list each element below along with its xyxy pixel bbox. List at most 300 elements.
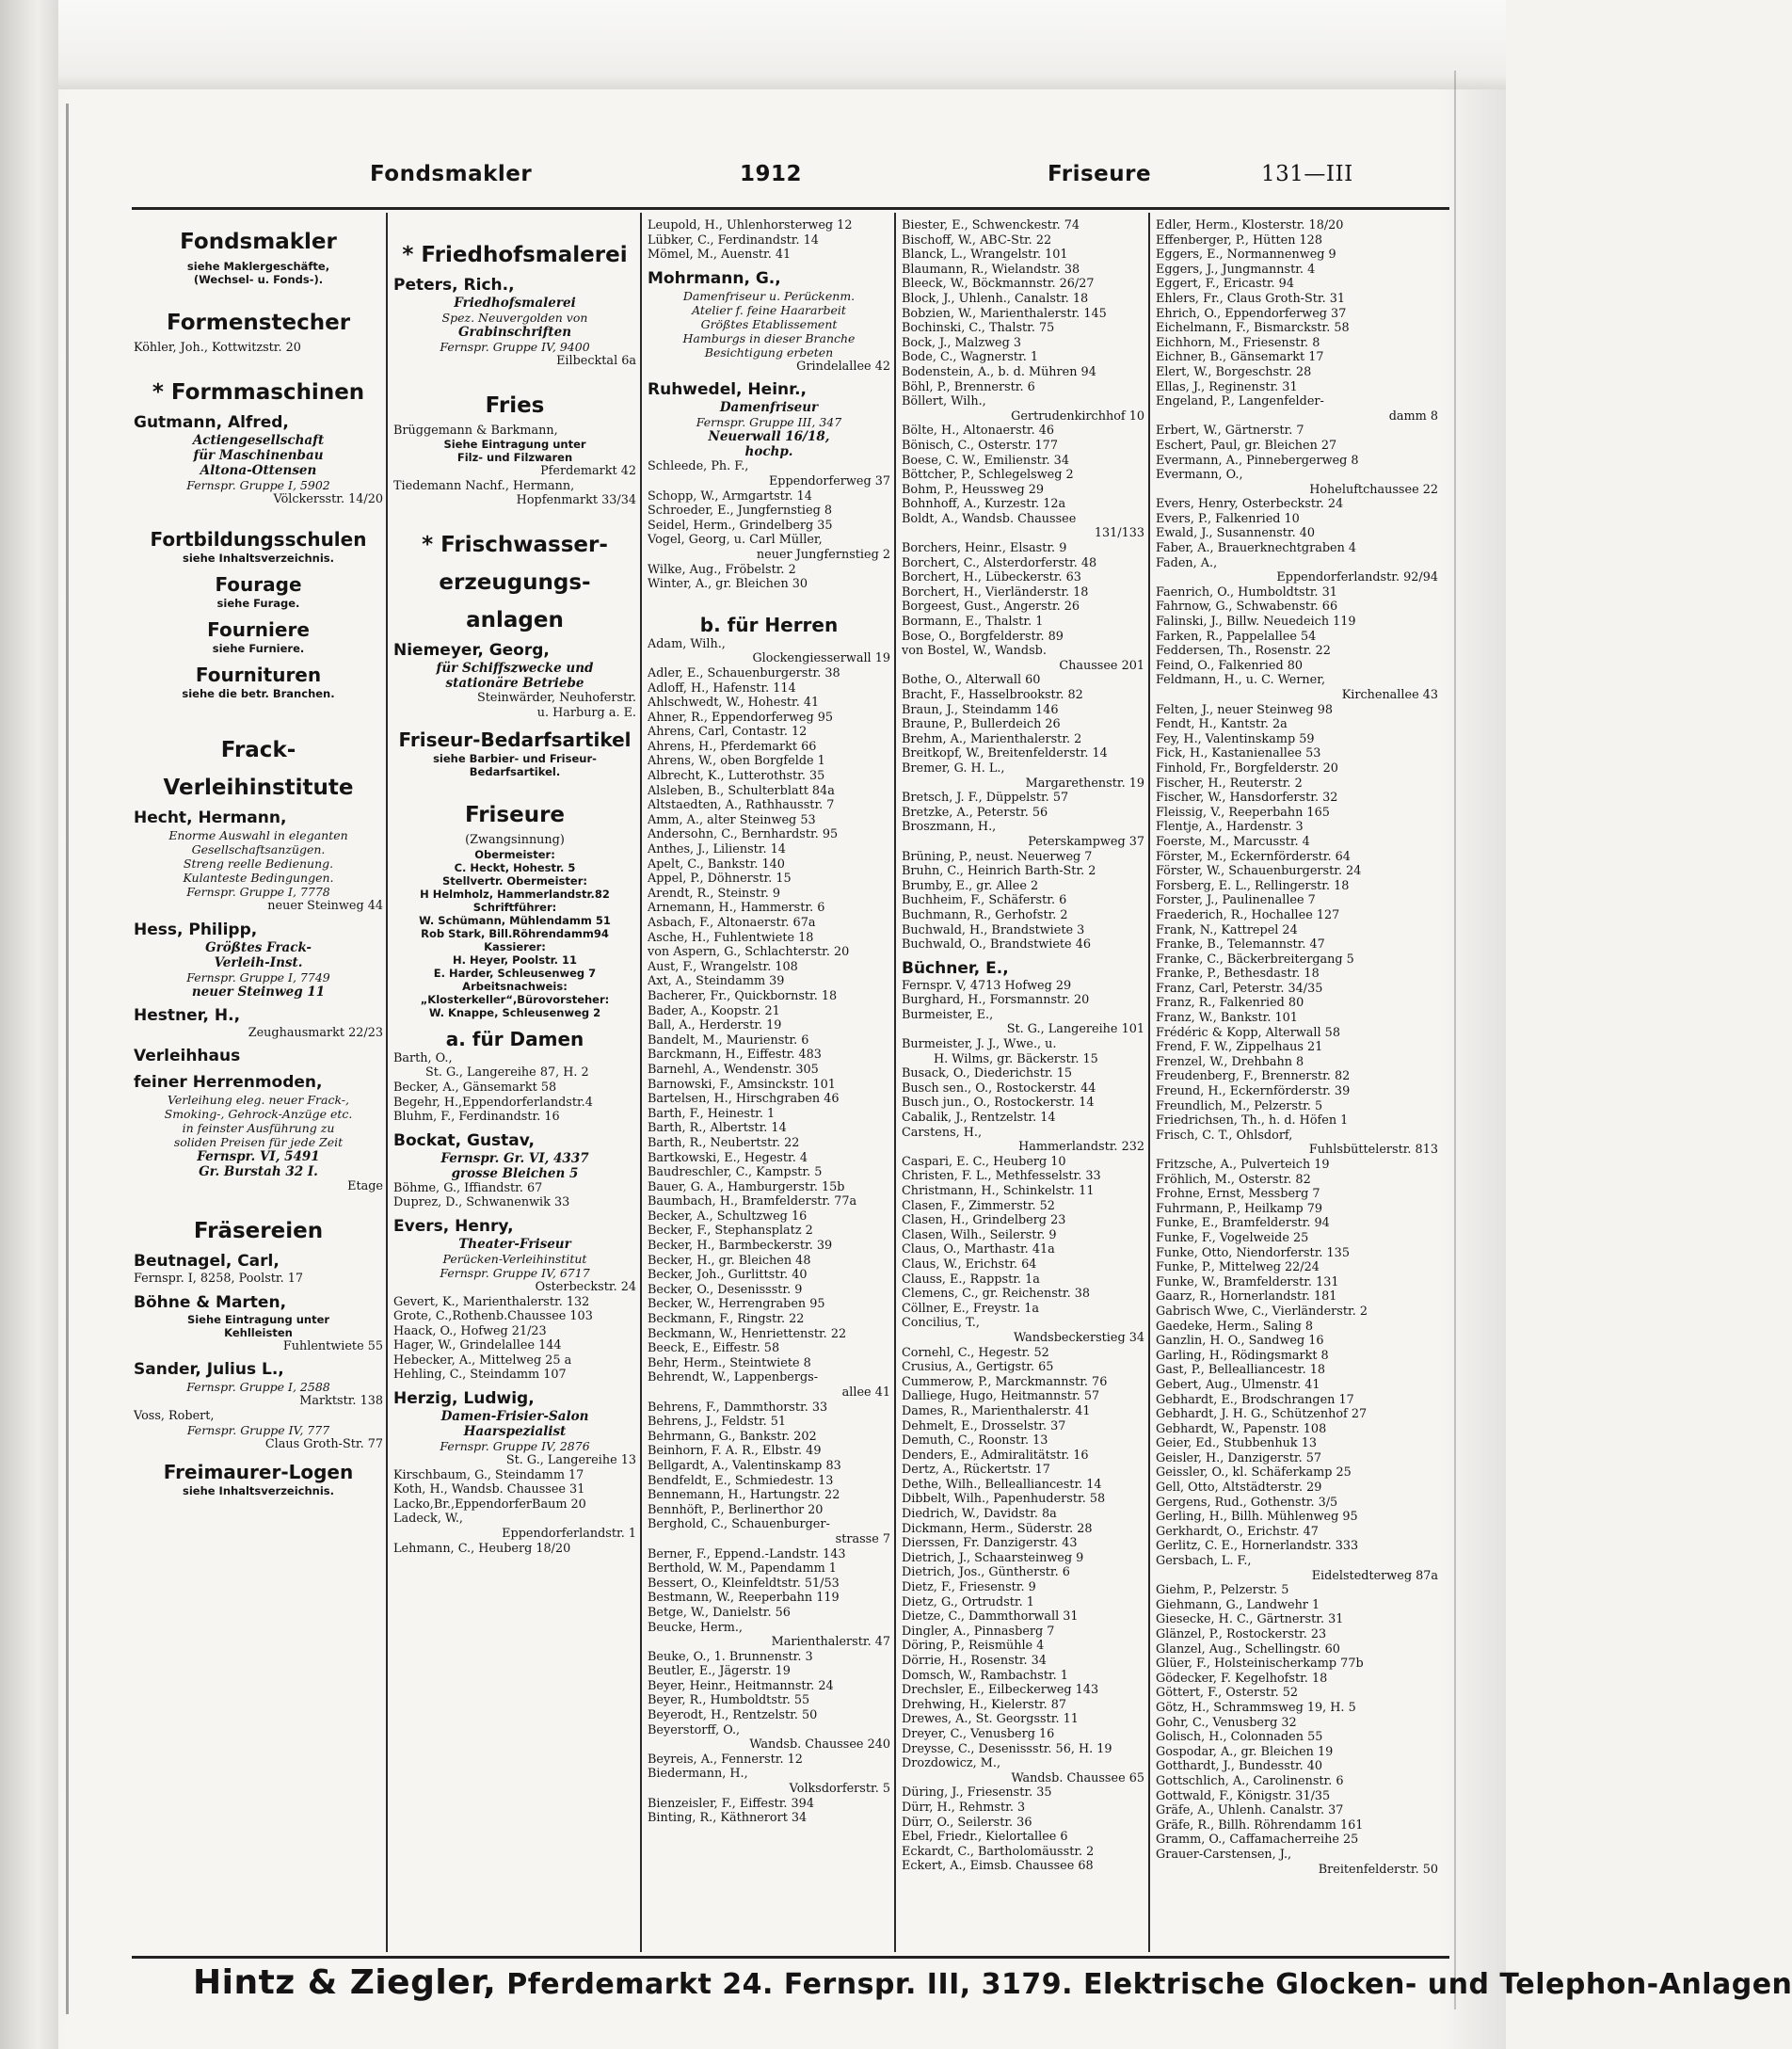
entry-line: Bormann, E., Thalstr. 1 (902, 615, 1044, 630)
advertiser-name: Mohrmann, G., (648, 268, 781, 288)
category-heading: Frack- (220, 738, 296, 763)
advertiser-highlight: Gr. Burstah 32 I. (199, 1164, 318, 1180)
entry-line: Gospodar, A., gr. Bleichen 19 (1156, 1744, 1334, 1759)
category-note: Siehe Eintragung unter (186, 1312, 330, 1326)
entry-line: Hebecker, A., Mittelweg 25 a (393, 1353, 572, 1368)
advertiser-highlight: Grabinschriften (457, 325, 572, 340)
advertiser-highlight: Damenfriseur (719, 400, 819, 416)
advertiser-highlight: neuer Steinweg 11 (191, 984, 326, 1000)
entry-line: Eschert, Paul, gr. Bleichen 27 (1156, 438, 1337, 453)
category-note: E. Harder, Schleusenweg 7 (433, 966, 597, 980)
entry-line: Bendfeldt, E., Schmiedestr. 13 (648, 1473, 834, 1488)
advertiser-detail: Verleihung eleg. neuer Frack-, (167, 1093, 349, 1108)
entry-line: Bohnhoff, A., Kurzestr. 12a (902, 497, 1066, 512)
entry-line: Lacko,Br.,EppendorferBaum 20 (393, 1497, 586, 1512)
entry-address: Osterbeckstr. 24 (535, 1279, 636, 1294)
entry-address: Pferdemarkt 42 (540, 464, 636, 479)
entry-line: Betge, W., Danielstr. 56 (648, 1605, 791, 1620)
entry-line: Bobzien, W., Marienthalerstr. 145 (902, 306, 1107, 321)
entry-line: Gebhardt, J. H. G., Schützenhof 27 (1156, 1407, 1368, 1422)
entry-line: Borchert, H., Lübeckerstr. 63 (902, 570, 1081, 585)
entry-line: Bader, A., Koopstr. 21 (648, 1003, 780, 1018)
entry-line: Bothe, O., Alterwall 60 (902, 673, 1041, 688)
entry-line: Beutler, E., Jägerstr. 19 (648, 1664, 791, 1679)
entry-line: Carstens, H., (902, 1125, 983, 1140)
column-divider (640, 213, 642, 1952)
entry-line: Göttert, F., Osterstr. 52 (1156, 1686, 1298, 1701)
entry-line: Fernspr. I, 8258, Poolstr. 17 (134, 1271, 304, 1286)
page-border-right (1454, 71, 1456, 2009)
advertiser-detail: in feinster Ausführung zu (182, 1121, 335, 1136)
advertiser-highlight: stationäre Betriebe (445, 675, 584, 691)
entry-line: Hehling, C., Steindamm 107 (393, 1368, 567, 1383)
entry-line: Bremer, G. H. L., (902, 760, 1005, 776)
entry-line: Diedrich, W., Davidstr. 8a (902, 1507, 1057, 1522)
entry-line: Dingler, A., Pinnasberg 7 (902, 1624, 1055, 1639)
advertiser-name: Böhne & Marten, (134, 1292, 287, 1312)
entry-line: Becker, H., Barmbeckerstr. 39 (648, 1239, 833, 1254)
entry-line: Dietze, C., Dammthorwall 31 (902, 1609, 1079, 1625)
entry-line: Franz, R., Falkenried 80 (1156, 996, 1304, 1011)
entry-line: Alsleben, B., Schulterblatt 84a (648, 783, 835, 798)
entry-line: Franz, W., Bankstr. 101 (1156, 1011, 1298, 1026)
entry-line: Becker, Joh., Gurlittstr. 40 (648, 1268, 808, 1283)
category-note: W. Schümann, Mühlendamm 51 (419, 913, 611, 927)
entry-line: Buchmann, R., Gerhofstr. 2 (902, 907, 1068, 922)
entry-line: Frend, F. W., Zippelhaus 21 (1156, 1040, 1323, 1055)
entry-address: Marienthalerstr. 47 (771, 1635, 890, 1650)
entry-line: Dürr, H., Rehmstr. 3 (902, 1800, 1026, 1815)
entry-address: Gertrudenkirchhof 10 (1011, 408, 1144, 424)
entry-line: Braune, P., Bullerdeich 26 (902, 717, 1061, 732)
entry-line: Clasen, F., Zimmerstr. 52 (902, 1198, 1055, 1213)
entry-line: Fahrnow, G., Schwabenstr. 66 (1156, 600, 1338, 615)
entry-line: Block, J., Uhlenh., Canalstr. 18 (902, 291, 1089, 306)
entry-line: Buchwald, O., Brandstwiete 46 (902, 937, 1091, 952)
entry-line: Arendt, R., Steinstr. 9 (648, 886, 780, 901)
entry-line: Becker, A., Gänsemarkt 58 (393, 1080, 557, 1095)
entry-line: Grote, C.,Rothenb.Chaussee 103 (393, 1309, 593, 1324)
entry-line: Golisch, H., Colonnaden 55 (1156, 1730, 1323, 1745)
entry-line: Fritzsche, A., Pulverteich 19 (1156, 1158, 1330, 1172)
entry-line: Götz, H., Schrammsweg 19, H. 5 (1156, 1700, 1356, 1715)
entry-line: Clasen, H., Grindelberg 23 (902, 1213, 1066, 1228)
entry-line: Bandelt, M., Maurienstr. 6 (648, 1033, 809, 1048)
advertiser-name: Herzig, Ludwig, (393, 1389, 535, 1409)
entry-line: Glänzel, P., Rostockerstr. 23 (1156, 1627, 1327, 1641)
entry-line: Funke, W., Bramfelderstr. 131 (1156, 1274, 1339, 1289)
category-heading: * Frischwasser- (422, 532, 608, 557)
entry-line: Bleeck, W., Böckmannstr. 26/27 (902, 277, 1095, 292)
entry-address: Breitenfelderstr. 50 (1318, 1862, 1438, 1877)
entry-address: Kirchenallee 43 (1341, 688, 1438, 702)
entry-address: Volksdorferstr. 5 (789, 1782, 890, 1797)
advertiser-name: Hess, Philipp, (134, 920, 258, 939)
entry-line: Bartkowski, E., Hegestr. 4 (648, 1150, 808, 1165)
entry-line: Barckmann, H., Eiffestr. 483 (648, 1048, 822, 1063)
entry-address: strasse 7 (835, 1531, 890, 1546)
entry-line: Franz, Carl, Peterstr. 34/35 (1156, 981, 1323, 996)
scan-top-edge (58, 0, 1506, 89)
entry-line: Drewes, A., St. Georgsstr. 11 (902, 1712, 1079, 1727)
category-note: Stellvertr. Obermeister: (442, 873, 587, 888)
advertiser-detail: Besichtigung erbeten (704, 344, 834, 360)
entry-line: Dickmann, Herm., Süderstr. 28 (902, 1521, 1093, 1536)
category-note: Bedarfsartikel. (469, 765, 561, 779)
category-heading: Freimaurer-Logen (163, 1460, 354, 1483)
entry-line: Barth, O., (393, 1050, 453, 1065)
entry-line: Foerste, M., Marcusstr. 4 (1156, 834, 1310, 849)
entry-line: Ehlers, Fr., Claus Groth-Str. 31 (1156, 291, 1346, 306)
entry-line: Döring, P., Reismühle 4 (902, 1639, 1045, 1654)
entry-address: Hopfenmarkt 33/34 (516, 493, 636, 508)
category-heading: * Friedhofsmalerei (402, 243, 628, 267)
entry-line: Bohm, P., Heussweg 29 (902, 482, 1045, 497)
entry-line: Bode, C., Wagnerstr. 1 (902, 350, 1039, 365)
entry-line: Ball, A., Herderstr. 19 (648, 1018, 782, 1033)
entry-address: Hammerlandstr. 232 (1018, 1140, 1144, 1155)
advertiser-name: Beutnagel, Carl, (134, 1251, 280, 1271)
advertiser-name: Sander, Julius L., (134, 1360, 284, 1380)
entry-line: Becker, A., Schultzweg 16 (648, 1209, 808, 1224)
column-4 (902, 218, 1144, 1874)
entry-address: Wandsb. Chaussee 65 (1011, 1770, 1144, 1785)
entry-line: Edler, Herm., Klosterstr. 18/20 (1156, 218, 1344, 232)
entry-line: Denders, E., Admiralitätstr. 16 (902, 1448, 1089, 1463)
spacer (134, 713, 383, 727)
entry-line: Adler, E., Schauenburgerstr. 38 (648, 665, 840, 680)
advertiser-detail: Fernspr. Gruppe IV, 777 (186, 1423, 330, 1438)
entry-address: Eidelstedterweg 87a (1311, 1568, 1438, 1583)
entry-line: St. G., Langereihe 87, H. 2 (425, 1065, 589, 1081)
entry-address: Fuhlsbüttelerstr. 813 (1308, 1143, 1438, 1158)
entry-line: Bennemann, H., Hartungstr. 22 (648, 1488, 840, 1503)
entry-line: Köhler, Joh., Kottwitzstr. 20 (134, 341, 301, 355)
category-heading: Friseur-Bedarfsartikel (398, 728, 632, 752)
entry-line: Berthold, W. M., Papendamm 1 (648, 1561, 837, 1577)
entry-line: Bochinski, C., Thalstr. 75 (902, 321, 1055, 336)
entry-line: Schleede, Ph. F., (648, 459, 749, 474)
header-left-keyword: Fondsmakler (370, 162, 533, 186)
entry-line: Ahrens, H., Pferdemarkt 66 (648, 739, 817, 754)
entry-line: Asche, H., Fuhlentwiete 18 (648, 930, 814, 945)
entry-address: Fuhlentwiete 55 (282, 1338, 383, 1353)
entry-line: Christen, F. L., Methfesselstr. 33 (902, 1169, 1101, 1184)
entry-address: Margarethenstr. 19 (1025, 776, 1144, 791)
category-note: H Helmholz, Hammerlandstr.82 (420, 887, 610, 901)
advertiser-name: Bockat, Gustav, (393, 1130, 535, 1150)
entry-line: Farken, R., Pappelallee 54 (1156, 629, 1317, 644)
entry-line: Frohne, Ernst, Messberg 7 (1156, 1187, 1320, 1202)
entry-line: Apelt, C., Bankstr. 140 (648, 856, 785, 872)
entry-line: Evers, Henry, Osterbeckstr. 24 (1156, 497, 1344, 512)
entry-line: Duprez, D., Schwanenwik 33 (393, 1195, 570, 1210)
entry-line: Borchers, Heinr., Elsastr. 9 (902, 541, 1067, 556)
footer-rule (132, 1956, 1449, 1959)
entry-line: Dreyer, C., Venusberg 16 (902, 1726, 1055, 1741)
advertiser-detail: Damenfriseur u. Perückenm. (682, 288, 856, 303)
advertiser-detail: Atelier f. feine Haararbeit (692, 302, 846, 317)
entry-line: Behrens, F., Dammthorstr. 33 (648, 1400, 828, 1415)
spacer (134, 1194, 383, 1208)
entry-line: Clasen, Wilh., Seilerstr. 9 (902, 1227, 1057, 1242)
entry-line: Grauer-Carstensen, J., (1156, 1847, 1292, 1862)
advertiser-highlight: Theater-Friseur (458, 1236, 571, 1252)
entry-line: Gersbach, L. F., (1156, 1554, 1252, 1569)
advertiser-highlight: hochp. (744, 444, 793, 460)
entry-line: Freund, H., Eckernförderstr. 39 (1156, 1084, 1351, 1099)
advertiser-name: Verleihhaus (134, 1047, 241, 1066)
entry-line: Beyerodt, H., Rentzelstr. 50 (648, 1708, 818, 1723)
category-heading: b. für Herren (699, 613, 839, 636)
entry-line: Gottwald, F., Königstr. 31/35 (1156, 1788, 1331, 1803)
entry-address: Marktstr. 138 (299, 1394, 383, 1409)
entry-line: Bienzeisler, F., Eiffestr. 394 (648, 1796, 814, 1811)
entry-line: Geisler, H., Danzigerstr. 57 (1156, 1450, 1322, 1465)
entry-address: Claus Groth-Str. 77 (264, 1437, 383, 1452)
category-heading: * Formmaschinen (152, 379, 365, 405)
entry-line: Geissler, O., kl. Schäferkamp 25 (1156, 1465, 1352, 1481)
advertiser-detail: soliden Preisen für jede Zeit (173, 1135, 344, 1150)
entry-line: Funke, Otto, Niendorferstr. 135 (1156, 1245, 1350, 1260)
entry-address: Eppendorferweg 37 (768, 473, 890, 488)
entry-line: Engeland, P., Langenfelder- (1156, 394, 1324, 409)
entry-line: Begehr, H.,Eppendorferlandstr.4 (393, 1095, 593, 1110)
entry-line: Baudreschler, C., Kampstr. 5 (648, 1165, 823, 1180)
spacer (134, 506, 383, 520)
entry-line: Barth, R., Neubertstr. 22 (648, 1135, 800, 1150)
category-note: Kassierer: (484, 939, 546, 953)
category-note: (Wechsel- u. Fonds-). (193, 273, 324, 286)
entry-address: St. G., Langereihe 13 (505, 1453, 636, 1468)
entry-address: Peterskampweg 37 (1028, 834, 1144, 849)
category-note: siehe die betr. Branchen. (182, 687, 335, 701)
entry-address: Eppendorferlandstr. 1 (502, 1527, 636, 1542)
entry-line: Fey, H., Valentinskamp 59 (1156, 731, 1315, 746)
entry-line: Beuke, O., 1. Brunnenstr. 3 (648, 1649, 813, 1664)
entry-line: Frisch, C. T., Ohlsdorf, (1156, 1128, 1293, 1143)
entry-line: Gebhardt, W., Papenstr. 108 (1156, 1421, 1327, 1436)
entry-address: Eppendorferlandstr. 92/94 (1276, 570, 1438, 585)
entry-line: Bodenstein, A., b. d. Mühren 94 (902, 364, 1096, 379)
entry-line: Flentje, A., Hardenstr. 3 (1156, 820, 1304, 835)
entry-line: Erbert, W., Gärtnerstr. 7 (1156, 424, 1304, 439)
advertiser-highlight: grosse Bleichen 5 (451, 1165, 579, 1181)
entry-line: Ganzlin, H. O., Sandweg 16 (1156, 1334, 1324, 1349)
entry-line: Ehrich, O., Eppendorferweg 37 (1156, 306, 1347, 321)
category-heading: anlagen (466, 607, 564, 632)
advertiser-detail: Streng reelle Bedienung. (183, 856, 334, 872)
entry-line: Böllert, Wilh., (902, 394, 986, 409)
entry-line: Buchwald, H., Brandstwiete 3 (902, 922, 1085, 937)
footer-firm: Hintz & Ziegler, (193, 1963, 497, 2002)
entry-address: Zeughausmarkt 22/23 (248, 1025, 383, 1040)
entry-line: Axt, A., Steindamm 39 (648, 974, 785, 989)
entry-address: allee 41 (841, 1385, 890, 1400)
entry-line: Dierssen, Fr. Danzigerstr. 43 (902, 1536, 1078, 1551)
category-note: Siehe Eintragung unter (443, 438, 586, 452)
entry-line: Dehmelt, E., Drosselstr. 37 (902, 1418, 1066, 1433)
entry-line: Borchert, H., Vierländerstr. 18 (902, 584, 1089, 600)
entry-line: Ladeck, W., (393, 1512, 464, 1527)
category-note: Schriftführer: (472, 900, 557, 914)
spacer (134, 700, 383, 713)
entry-line: Förster, M., Eckernförderstr. 64 (1156, 849, 1351, 864)
advertiser-highlight: Neuerwall 16/18, (708, 429, 830, 445)
entry-line: Fraederich, R., Hochallee 127 (1156, 907, 1340, 922)
category-note: Filz- und Filzwaren (456, 451, 573, 465)
entry-line: Fick, H., Kastanienallee 53 (1156, 746, 1321, 761)
entry-line: Böhme, G., Iffiandstr. 67 (393, 1180, 543, 1195)
spacer (134, 286, 383, 299)
entry-line: Garling, H., Rödingsmarkt 8 (1156, 1348, 1329, 1363)
entry-line: Koth, H., Wandsb. Chaussee 31 (393, 1482, 585, 1497)
entry-line: Buchheim, F., Schäferstr. 6 (902, 893, 1067, 908)
advertiser-name: Hecht, Hermann, (134, 808, 287, 828)
entry-line: Brumby, E., gr. Allee 2 (902, 878, 1039, 893)
spacer (393, 778, 636, 792)
entry-line: H. Wilms, gr. Bäckerstr. 15 (934, 1051, 1098, 1066)
entry-line: von Bostel, W., Wandsb. (902, 644, 1047, 659)
column-2 (393, 218, 636, 1556)
entry-line: Ahlschwedt, W., Hohestr. 41 (648, 696, 820, 711)
entry-address: 131/133 (1094, 526, 1144, 541)
category-heading: Fries (485, 392, 545, 418)
advertiser-detail: Spez. Neuvergolden von (441, 311, 588, 325)
entry-line: Faber, A., Brauerknechtgraben 4 (1156, 541, 1357, 556)
advertiser-name: feiner Herrenmoden, (134, 1073, 323, 1093)
entry-line: Dreysse, C., Desenissstr. 56, H. 19 (902, 1741, 1112, 1756)
entry-line: Frank, N., Kattrepel 24 (1156, 922, 1298, 937)
entry-line: Eggers, E., Normannenweg 9 (1156, 248, 1336, 263)
entry-line: Aust, F., Wrangelstr. 108 (648, 959, 798, 974)
advertiser-detail: Smoking-, Gehrock-Anzüge etc. (164, 1107, 353, 1122)
entry-line: Ahner, R., Eppendorferweg 95 (648, 710, 834, 725)
entry-line: Cöllner, E., Freystr. 1a (902, 1301, 1040, 1316)
entry-line: Gräfe, A., Uhlenh. Canalstr. 37 (1156, 1803, 1344, 1818)
entry-line: Altstaedten, A., Rathhausstr. 7 (648, 798, 835, 813)
entry-line: Fuhrmann, P., Heilkamp 79 (1156, 1201, 1323, 1216)
category-note: siehe Maklergeschäfte, (186, 260, 330, 273)
entry-line: Gergens, Rud., Gothenstr. 3/5 (1156, 1495, 1338, 1510)
entry-line: Fendt, H., Kantstr. 2a (1156, 717, 1288, 732)
advertiser-highlight: Haarspezialist (463, 1424, 567, 1440)
entry-line: Binting, R., Käthnerort 34 (648, 1811, 808, 1826)
advertiser-name: Evers, Henry, (393, 1216, 514, 1236)
category-heading: Fräsereien (193, 1218, 324, 1243)
entry-line: Becker, W., Herrengraben 95 (648, 1297, 825, 1312)
entry-line: Leupold, H., Uhlenhorsterweg 12 (648, 218, 853, 232)
entry-line: Beyer, R., Humboldtstr. 55 (648, 1693, 810, 1708)
entry-line: Franke, C., Bäckerbreitergang 5 (1156, 952, 1354, 967)
entry-line: Biester, E., Schwenckestr. 74 (902, 218, 1080, 232)
entry-line: Brüggemann & Barkmann, (393, 423, 558, 438)
spacer (134, 356, 383, 369)
entry-line: Förster, W., Schauenburgerstr. 24 (1156, 864, 1362, 879)
entry-line: Dietz, G., Ortrudstr. 1 (902, 1594, 1034, 1609)
entry-address: Eilbecktal 6a (556, 354, 636, 368)
entry-address: Grindelallee 42 (796, 359, 890, 374)
entry-line: Giehm, P., Pelzerstr. 5 (1156, 1583, 1289, 1598)
spacer (393, 369, 636, 382)
entry-line: Gaedeke, Herm., Saling 8 (1156, 1319, 1314, 1334)
entry-line: Dertz, A., Rückertstr. 17 (902, 1463, 1050, 1478)
category-note: „Klosterkeller“,Bürovorsteher: (420, 992, 610, 1006)
entry-line: Glanzel, Aug., Schellingstr. 60 (1156, 1641, 1340, 1657)
entry-line: Effenberger, P., Hütten 128 (1156, 232, 1322, 248)
entry-line: Bessert, O., Kleinfeldtstr. 51/53 (648, 1576, 840, 1591)
advertiser-name: Ruhwedel, Heinr., (648, 380, 807, 400)
entry-line: Giehmann, G., Landwehr 1 (1156, 1597, 1320, 1612)
entry-line: Ahrens, Carl, Contastr. 12 (648, 725, 808, 740)
entry-line: Gohr, C., Venusberg 32 (1156, 1715, 1297, 1730)
entry-line: Fleissig, V., Reeperbahn 165 (1156, 805, 1330, 820)
entry-line: Gottschlich, A., Carolinenstr. 6 (1156, 1773, 1344, 1788)
entry-line: Bennhöft, P., Berlinerthor 20 (648, 1502, 824, 1517)
entry-line: Evers, P., Falkenried 10 (1156, 511, 1300, 526)
entry-line: von Aspern, G., Schlachterstr. 20 (648, 945, 850, 960)
entry-line: Freudenberg, F., Brennerstr. 82 (1156, 1069, 1351, 1084)
category-note: siehe Furniere. (212, 642, 305, 656)
entry-line: Cornehl, C., Hegestr. 52 (902, 1345, 1049, 1360)
category-heading: Fourniere (207, 618, 310, 642)
entry-line: Crusius, A., Gertigstr. 65 (902, 1360, 1054, 1375)
entry-line: Forsberg, E. L., Rellingerstr. 18 (1156, 878, 1350, 893)
entry-line: Funke, E., Bramfelderstr. 94 (1156, 1216, 1330, 1231)
entry-line: Beckmann, F., Ringstr. 22 (648, 1312, 805, 1327)
entry-line: Beucke, Herm., (648, 1620, 743, 1635)
advertiser-highlight: für Maschinenbau (193, 447, 324, 463)
page-number: 131—III (1261, 162, 1353, 186)
advertiser-name: Büchner, E., (902, 958, 1009, 978)
entry-line: Dietrich, Jos., Güntherstr. 6 (902, 1565, 1070, 1580)
category-note: siehe Furage. (216, 597, 300, 611)
entry-line: Becker, O., Desenissstr. 9 (648, 1282, 803, 1297)
category-note: C. Heckt, Hohestr. 5 (454, 860, 576, 874)
entry-line: Faenrich, O., Humboldtstr. 31 (1156, 584, 1337, 600)
entry-line: Lübker, C., Ferdinandstr. 14 (648, 232, 819, 248)
entry-line: Seidel, Herm., Grindelberg 35 (648, 518, 833, 533)
entry-line: Dibbelt, Wilh., Papenhuderstr. 58 (902, 1492, 1106, 1507)
entry-line: Eggers, J., Jungmannstr. 4 (1156, 262, 1316, 277)
entry-address: Hoheluftchaussee 22 (1309, 482, 1438, 497)
advertiser-detail: Kulanteste Bedingungen. (183, 871, 334, 886)
entry-line: Forster, J., Paulinenallee 7 (1156, 893, 1316, 908)
advertiser-detail: Hamburgs in dieser Branche (682, 330, 856, 345)
column-1 (134, 218, 383, 1497)
entry-line: Brüning, P., neust. Neuerweg 7 (902, 849, 1093, 864)
entry-line: Caspari, E. C., Heuberg 10 (902, 1154, 1066, 1169)
entry-line: Bischoff, W., ABC-Str. 22 (902, 232, 1052, 248)
entry-line: Bellgardt, A., Valentinskamp 83 (648, 1458, 841, 1473)
category-note: Obermeister: (474, 847, 555, 861)
entry-line: Gevert, K., Marienthalerstr. 132 (393, 1294, 590, 1309)
column-divider (1148, 213, 1150, 1952)
entry-line: Asbach, F., Altonaerstr. 67a (648, 916, 816, 930)
entry-line: Feind, O., Falkenried 80 (1156, 658, 1303, 673)
spacer (648, 592, 890, 605)
entry-line: Drozdowicz, M., (902, 1756, 1001, 1771)
entry-line: Barth, R., Albertstr. 14 (648, 1121, 787, 1136)
entry-line: Gebert, Aug., Ulmenstr. 41 (1156, 1377, 1320, 1392)
entry-line: Gerkhardt, O., Erichstr. 47 (1156, 1524, 1319, 1539)
entry-line: Franke, B., Telemannstr. 47 (1156, 937, 1325, 952)
advertiser-detail: Fernspr. Gruppe I, 2588 (186, 1380, 330, 1395)
entry-line: Falinski, J., Billw. Neuedeich 119 (1156, 615, 1356, 630)
entry-address: Etage (347, 1179, 383, 1194)
advertiser-highlight: Größtes Frack- (205, 939, 312, 955)
entry-line: Gabrisch Wwe, C., Vierländerstr. 2 (1156, 1304, 1368, 1319)
